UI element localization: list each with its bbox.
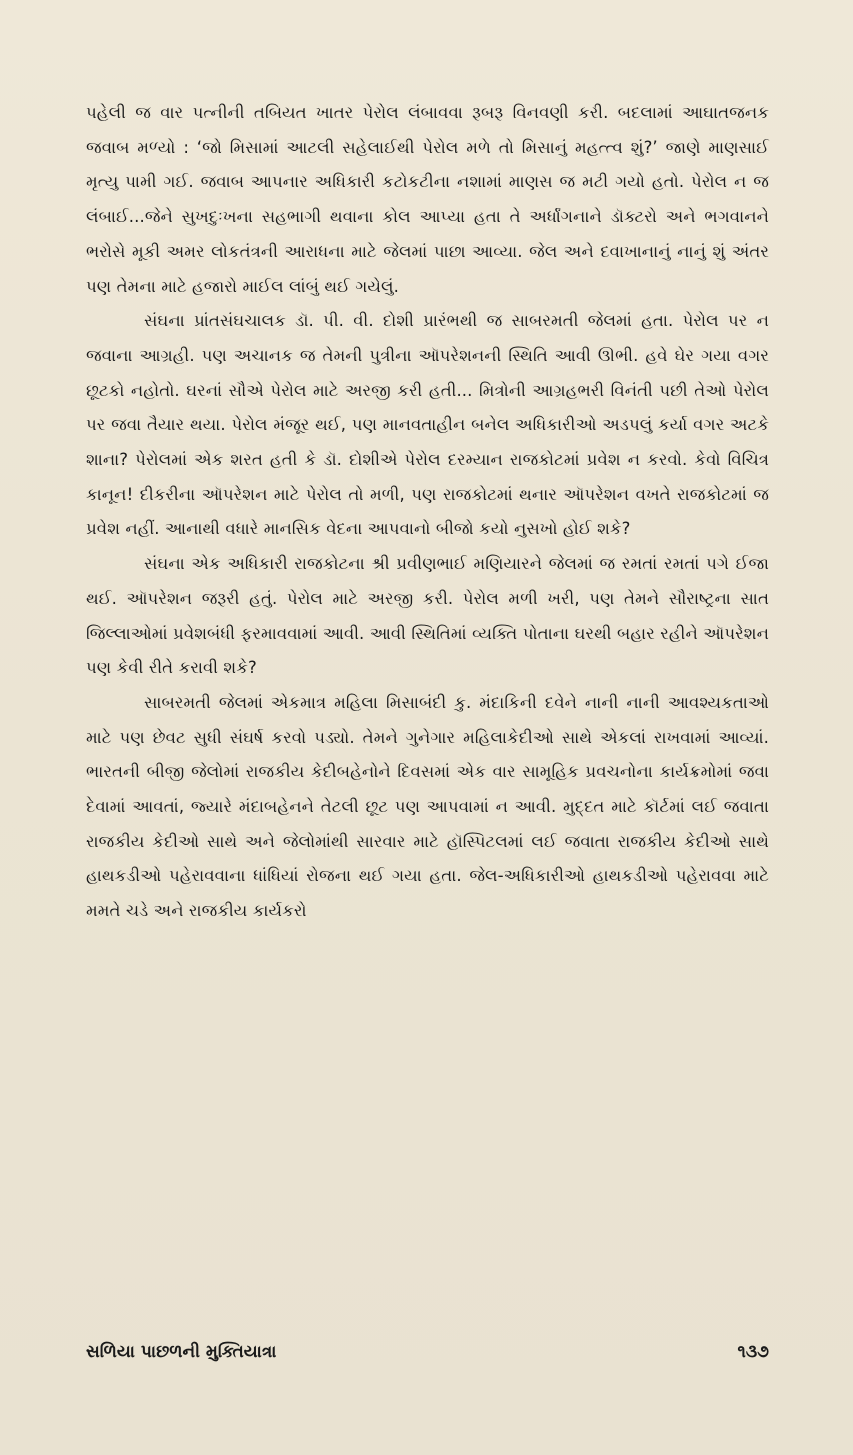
paragraph-1: પહેલી જ વાર પત્નીની તબિયત ખાતર પેરોલ લંબાવવા રૂબરૂ વિનવણી કરી. બદલામાં આઘાતજનક જવાબ મળ્યો : ‘જો મિસામાં આટલી સહેલાઈથી પેરોલ મળે તો મિસાનું મહત્ત્વ શું?’ જાણે માણસાઈ મૃત્યુ પામી ગઈ. જવાબ આપનાર અધિકારી કટોકટીના નશામાં માણસ જ મટી ગયો હતો. પેરોલ ન જ લંબાઈ...જેને સુખદુઃખના સહભાગી થવાના કોલ આપ્યા હતા તે અર્ધાંગનાને ડૉક્ટરો અને ભગવાનને ભરોસે મૂકી અમર લોકતંત્રની આરાધના માટે જેલમાં પાછા આવ્યા. જેલ અને દવાખાનાનું નાનું શું અંતર પણ તેમના માટે હજારો માઈલ લાંબું થઈ ગયેલું. (86, 103, 769, 296)
paragraph-4: સાબરમતી જેલમાં એકમાત્ર મહિલા મિસાબંદી કુ. મંદાકિની દવેને નાની નાની આવશ્યકતાઓ માટે પણ છેવટ સુધી સંઘર્ષ કરવો પડ્યો. તેમને ગુનેગાર મહિલાકેદીઓ સાથે એકલાં રાખવામાં આવ્યાં. ભારતની બીજી જેલોમાં રાજકીય કેદીબહેનોને દિવસમાં એક વાર સામૂહિક પ્રવચનોના કાર્યક્રમોમાં જવા દેવામાં આવતાં, જ્યારે મંદાબહેનને તેટલી છૂટ પણ આપવામાં ન આવી. મુદ્દત માટે કૉર્ટમાં લઈ જવાતા રાજકીય કેદીઓ સાથે અને જેલોમાંથી સારવાર માટે હૉસ્પિટલમાં લઈ જવાતા રાજકીય કેદીઓ સાથે હાથકડીઓ પહેરાવવાના ધાંધિયાં રોજના થઈ ગયા હતા. જેલ-અધિકારીઓ હાથકડીઓ પહેરાવવા માટે મમતે ચડે અને રાજકીય કાર્યકરો (86, 692, 769, 921)
body-text (86, 96, 769, 929)
running-book-title: સળિયા પાછળની મુક્તિયાત્રા (86, 1342, 277, 1362)
paragraph-3: સંઘના એક અધિકારી રાજકોટના શ્રી પ્રવીણભાઈ મણિયારને જેલમાં જ રમતાં રમતાં પગે ઈજા થઈ. ઑપરેશન જરૂરી હતું. પેરોલ માટે અરજી કરી. પેરોલ મળી ખરી, પણ તેમને સૌરાષ્ટ્રના સાત જિલ્લાઓમાં પ્રવેશબંધી ફરમાવવામાં આવી. આવી સ્થિતિમાં વ્યક્તિ પોતાના ઘરથી બહાર રહીને ઑપરેશન પણ કેવી રીતે કરાવી શકે? (86, 554, 769, 678)
page-footer (86, 1342, 769, 1362)
paragraph-2: સંઘના પ્રાંતસંઘચાલક ડૉ. પી. વી. દોશી પ્રારંભથી જ સાબરમતી જેલમાં હતા. પેરોલ પર ન જવાના આગ્રહી. પણ અચાનક જ તેમની પુત્રીના ઑપરેશનની સ્થિતિ આવી ઊભી. હવે ઘેર ગયા વગર છૂટકો નહોતો. ઘરનાં સૌએ પેરોલ માટે અરજી કરી હતી... મિત્રોની આગ્રહભરી વિનંતી પછી તેઓ પેરોલ પર જવા તૈયાર થયા. પેરોલ મંજૂર થઈ, પણ માનવતાહીન બનેલ અધિકારીઓ અડપલું કર્યા વગર અટકે શાના? પેરોલમાં એક શરત હતી કે ડૉ. દોશીએ પેરોલ દરમ્યાન રાજકોટમાં પ્રવેશ ન કરવો. કેવો વિચિત્ર કાનૂન! દીકરીના ઑપરેશન માટે પેરોલ તો મળી, પણ રાજકોટમાં થનાર ઑપરેશન વખતે રાજકોટમાં જ પ્રવેશ નહીં. આનાથી વધારે માનસિક વેદના આપવાનો બીજો કયો નુસખો હોઈ શકે? (86, 311, 769, 539)
page-number: ૧૩૭ (737, 1342, 769, 1362)
